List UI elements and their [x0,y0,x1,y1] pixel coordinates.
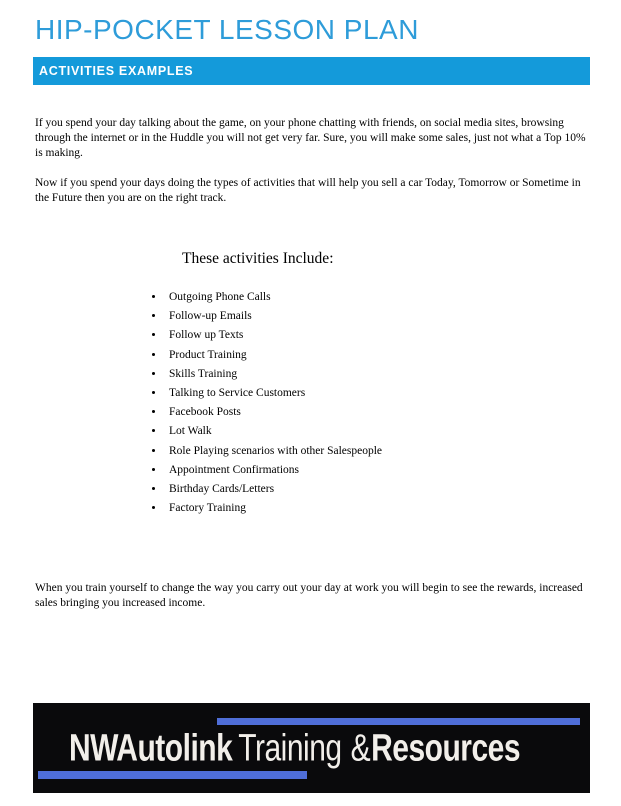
closing-paragraph: When you train yourself to change the way you carry out your day at work you will begin to see the rewards, increased sales bringing you increased income. [35,582,583,610]
logo-bottom-bar [38,771,307,779]
paragraph-intro-1: If you spend your day talking about the game, on your phone chatting with friends, on social media sites, browsing through the internet or in the Huddle you will not get very far. Sure, you will make some sales, just not what a Top 10% is making. [35,117,586,159]
logo-top-bar [217,718,580,725]
activity-list-item: • Birthday Cards/Letters [165,480,587,499]
logo-brand-name: NWAutolink [68,727,233,770]
footer-logo [33,703,590,793]
activity-list-item: • Role Playing scenarios with other Salespeople [165,442,587,461]
document-body [35,116,587,626]
logo-word-resources: Resources [371,727,521,770]
activity-list-item: • Factory Training [165,499,587,518]
activity-list-item: • Skills Training [165,365,587,384]
section-banner-label: ACTIVITIES EXAMPLES [39,64,194,78]
activity-list-item: • Appointment Confirmations [165,461,587,480]
activity-list-item: • Facebook Posts [165,403,587,422]
logo-wordmark [33,727,556,771]
activity-list-item: • Lot Walk [165,422,587,441]
activity-list-item: • Talking to Service Customers [165,384,587,403]
page-title: HIP-POCKET LESSON PLAN [35,14,419,45]
activity-list-item: • Outgoing Phone Calls [165,288,587,307]
activity-list-item: • Follow-up Emails [165,307,587,326]
logo-ampersand: & [350,727,371,770]
paragraph-intro-2: Now if you spend your days doing the types of activities that will help you sell a car Today, Tomorrow or Sometime in the Future then you are on the right track. [35,177,581,204]
activities-list-intro: These activities Include: [182,250,334,267]
logo-word-training: Training [238,727,342,770]
section-banner [33,57,590,85]
activity-list-item: • Follow up Texts [165,326,587,345]
activity-list-item: • Product Training [165,346,587,365]
activities-list [35,288,587,518]
